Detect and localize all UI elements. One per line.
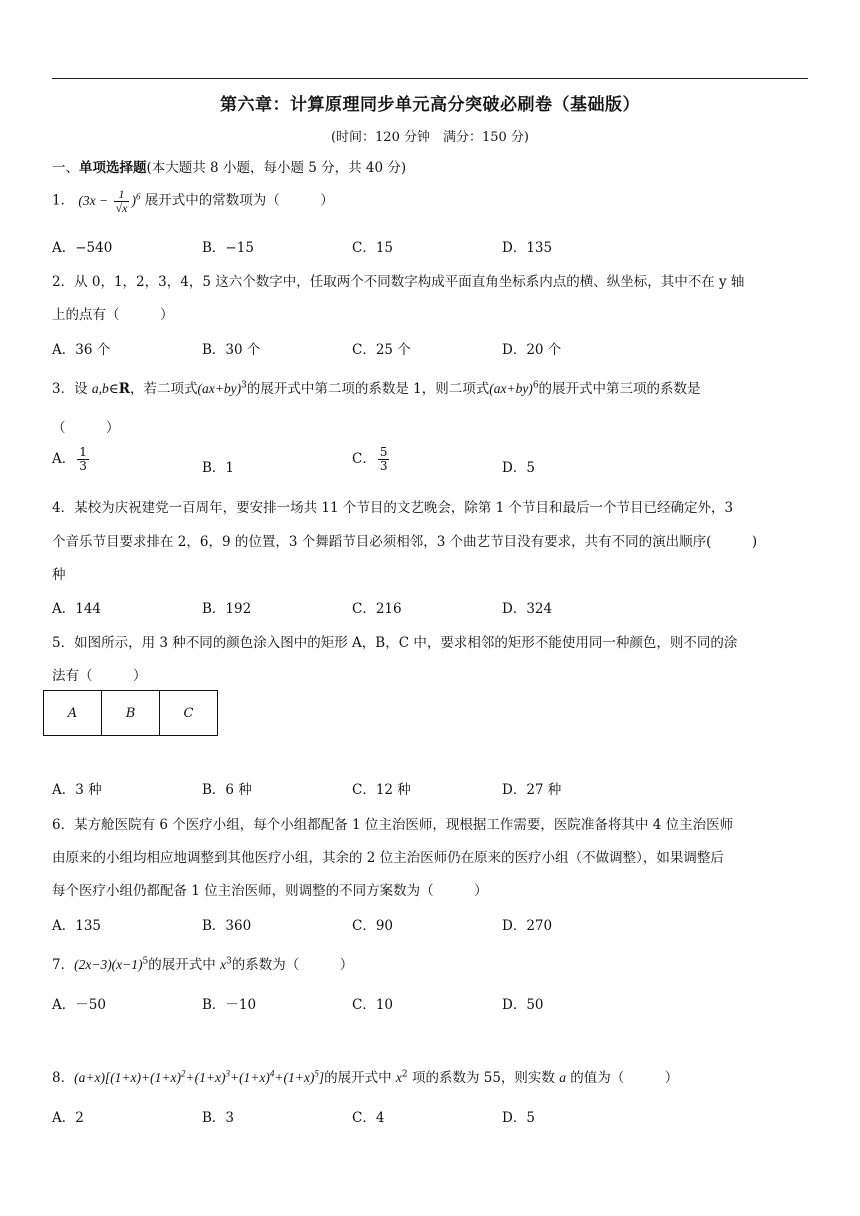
rectangle-a: A xyxy=(44,691,102,735)
section-prefix: 一、 xyxy=(52,160,79,176)
q6-option-b[interactable]: B．360 xyxy=(202,918,252,934)
q8-number: 8． xyxy=(52,1070,75,1086)
q2-option-c[interactable]: C．25 个 xyxy=(352,342,411,358)
rectangle-diagram xyxy=(43,690,218,736)
q3-option-a-label: A． xyxy=(52,451,76,467)
q8-a: a xyxy=(559,1070,566,1085)
q5-option-b[interactable]: B．6 种 xyxy=(202,782,252,798)
q7-number: 7． xyxy=(52,957,75,973)
q3-option-c-den: 3 xyxy=(379,459,388,473)
q3-exponent-2: 6 xyxy=(532,380,539,391)
q8-x: x xyxy=(395,1070,402,1085)
q1-frac-num: 1 xyxy=(114,188,130,202)
q1-expression xyxy=(78,187,141,215)
rectangle-b: B xyxy=(102,691,160,735)
q1-expr-open: (3 xyxy=(78,192,90,208)
q3-text-b: ，若二项式 xyxy=(130,381,198,397)
q8-x-exponent: 2 xyxy=(401,1069,408,1080)
q3-option-a-fraction xyxy=(77,446,89,473)
q7-x-exponent: 3 xyxy=(226,956,232,967)
q4-option-c[interactable]: C．216 xyxy=(352,601,402,617)
q3-option-b[interactable]: B．1 xyxy=(202,460,235,476)
question-4-line-3: 种 xyxy=(52,567,66,583)
q8-exp-5: 5 xyxy=(314,1068,319,1079)
q8-option-d[interactable]: D．5 xyxy=(502,1110,535,1126)
question-2-line-1: 2．从 0，1，2，3，4，5 这六个数字中，任取两个不同数字构成平面直角坐标系内点的横、纵坐标，其中不在 y 轴 xyxy=(52,274,745,290)
q7-expression: (2x−3)(x−1) xyxy=(74,957,143,972)
exam-info: (时间：120 分钟 满分：150 分) xyxy=(330,130,530,145)
q1-option-d[interactable]: D．135 xyxy=(502,240,553,256)
q6-option-d[interactable]: D．270 xyxy=(502,918,553,934)
q8-option-a[interactable]: A．2 xyxy=(52,1110,84,1126)
question-2-line-2: 上的点有（ ） xyxy=(52,307,174,323)
q2-option-a[interactable]: A．36 个 xyxy=(52,342,111,358)
q8-text-b: 项的系数为 55，则实数 xyxy=(407,1070,560,1086)
question-6-line-3: 每个医疗小组仍都配备 1 位主治医师，则调整的不同方案数为（ ） xyxy=(52,883,488,899)
q3-text-c: 的展开式中第二项的系数是 1，则二项式 xyxy=(246,381,490,397)
q3-option-a-num: 1 xyxy=(79,445,87,459)
question-3-line-1 xyxy=(52,377,701,397)
q3-option-c-num: 5 xyxy=(379,445,388,459)
q5-option-c[interactable]: C．12 种 xyxy=(352,782,411,798)
rectangle-c: C xyxy=(183,705,194,721)
question-8 xyxy=(52,1066,678,1086)
section-name: 单项选择题 xyxy=(79,160,147,176)
q6-option-c[interactable]: C．90 xyxy=(352,918,394,934)
q8-expr-b: +(1+x) xyxy=(185,1070,226,1085)
q5-option-d[interactable]: D．27 种 xyxy=(502,782,562,798)
q7-option-b[interactable]: B．－10 xyxy=(202,997,257,1013)
question-5-line-1: 5．如图所示，用 3 种不同的颜色涂入图中的矩形 A，B，C 中，要求相邻的矩形不能使用同一种颜色，则不同的涂 xyxy=(52,635,738,651)
question-3-line-2: （ ） xyxy=(52,420,120,436)
question-6-line-2: 由原来的小组均相应地调整到其他医疗小组，其余的 2 位主治医师仍在原来的医疗小组（不做调整），如果调整后 xyxy=(52,850,724,866)
q7-option-d[interactable]: D．50 xyxy=(502,997,544,1013)
q3-intro: 3．设 xyxy=(52,381,92,397)
q1-option-c[interactable]: C．15 xyxy=(352,240,394,256)
page-title: 第六章：计算原理同步单元高分突破必刷卷（基础版） xyxy=(220,95,640,115)
q1-number: 1． xyxy=(52,192,75,209)
q8-expr-d: +(1+x) xyxy=(274,1070,315,1085)
q7-text-a: 的展开式中 xyxy=(148,957,221,973)
q3-set: a,b∈ xyxy=(91,381,119,396)
q5-option-a[interactable]: A．3 种 xyxy=(52,782,102,798)
q8-expr-a: (a+x)[(1+x)+(1+x) xyxy=(74,1070,181,1085)
q1-option-a[interactable]: A．−540 xyxy=(52,240,113,256)
q2-option-d[interactable]: D．20 个 xyxy=(502,342,562,358)
q3-option-c[interactable] xyxy=(352,446,391,473)
question-6-line-1: 6．某方舱医院有 6 个医疗小组，每个小组都配备 1 位主治医师，现根据工作需要，医院准备将其中 4 位主治医师 xyxy=(52,817,734,833)
q8-expression xyxy=(74,1070,324,1085)
q3-real-set: R xyxy=(118,381,130,397)
top-rule xyxy=(52,78,808,79)
q4-option-d[interactable]: D．324 xyxy=(502,601,553,617)
q8-text-a: 的展开式中 xyxy=(324,1070,396,1086)
q1-option-b[interactable]: B．−15 xyxy=(202,240,254,256)
q8-text-c: 的值为（ ） xyxy=(565,1070,679,1086)
question-4-line-2: 个音乐节目要求排在 2，6，9 的位置，3 个舞蹈节目必须相邻，3 个曲艺节目没有要求，共有不同的演出顺序( ) xyxy=(52,534,758,550)
q1-expr-minus: − xyxy=(95,192,112,208)
q1-exponent: 6 xyxy=(135,191,141,202)
q7-exponent: 5 xyxy=(142,956,149,967)
q3-exponent-1: 3 xyxy=(241,380,247,391)
question-7 xyxy=(52,953,353,973)
q3-option-d[interactable]: D．5 xyxy=(502,460,535,476)
section-note: (本大题共 8 小题，每小题 5 分，共 40 分) xyxy=(146,160,407,176)
q3-option-a-den: 3 xyxy=(79,459,87,473)
q4-option-b[interactable]: B．192 xyxy=(202,601,252,617)
q8-option-c[interactable]: C．4 xyxy=(352,1110,385,1126)
q3-text-d: 的展开式中第三项的系数是 xyxy=(538,381,701,397)
q8-exp-3: 3 xyxy=(225,1068,230,1079)
q8-expr-e: ] xyxy=(318,1070,325,1085)
q8-option-b[interactable]: B．3 xyxy=(202,1110,235,1126)
q1-expr-x: x xyxy=(89,192,96,208)
q3-option-c-label: C． xyxy=(352,451,376,467)
q3-binomial-2: (ax+by) xyxy=(489,381,533,396)
q3-option-c-fraction xyxy=(378,446,390,473)
q6-option-a[interactable]: A．135 xyxy=(52,918,102,934)
q4-option-a[interactable]: A．144 xyxy=(52,601,102,617)
question-5-line-2: 法有（ ） xyxy=(52,668,147,684)
q7-option-a[interactable]: A．－50 xyxy=(52,997,106,1013)
question-4-line-1: 4．某校为庆祝建党一百周年，要安排一场共 11 个节目的文艺晚会，除第 1 个节目和最后一个节目已经确定外，3 xyxy=(52,500,734,516)
q1-expr-close: ) xyxy=(131,192,136,208)
q7-text-b: 的系数为（ ） xyxy=(231,957,354,973)
q7-x: x xyxy=(220,957,227,972)
q3-binomial-1: (ax+by) xyxy=(197,381,242,396)
q8-expr-c: +(1+x) xyxy=(229,1070,270,1085)
q8-exp-2: 2 xyxy=(181,1068,186,1079)
q1-text: 展开式中的常数项为（ ） xyxy=(144,192,334,209)
question-1 xyxy=(52,188,334,215)
q3-option-a[interactable] xyxy=(52,446,91,473)
q1-fraction xyxy=(114,188,130,215)
section-heading xyxy=(52,156,406,176)
q8-exp-4: 4 xyxy=(269,1068,275,1079)
q7-option-c[interactable]: C．10 xyxy=(352,997,394,1013)
q1-frac-den: √x xyxy=(115,201,128,215)
q2-option-b[interactable]: B．30 个 xyxy=(202,342,261,358)
